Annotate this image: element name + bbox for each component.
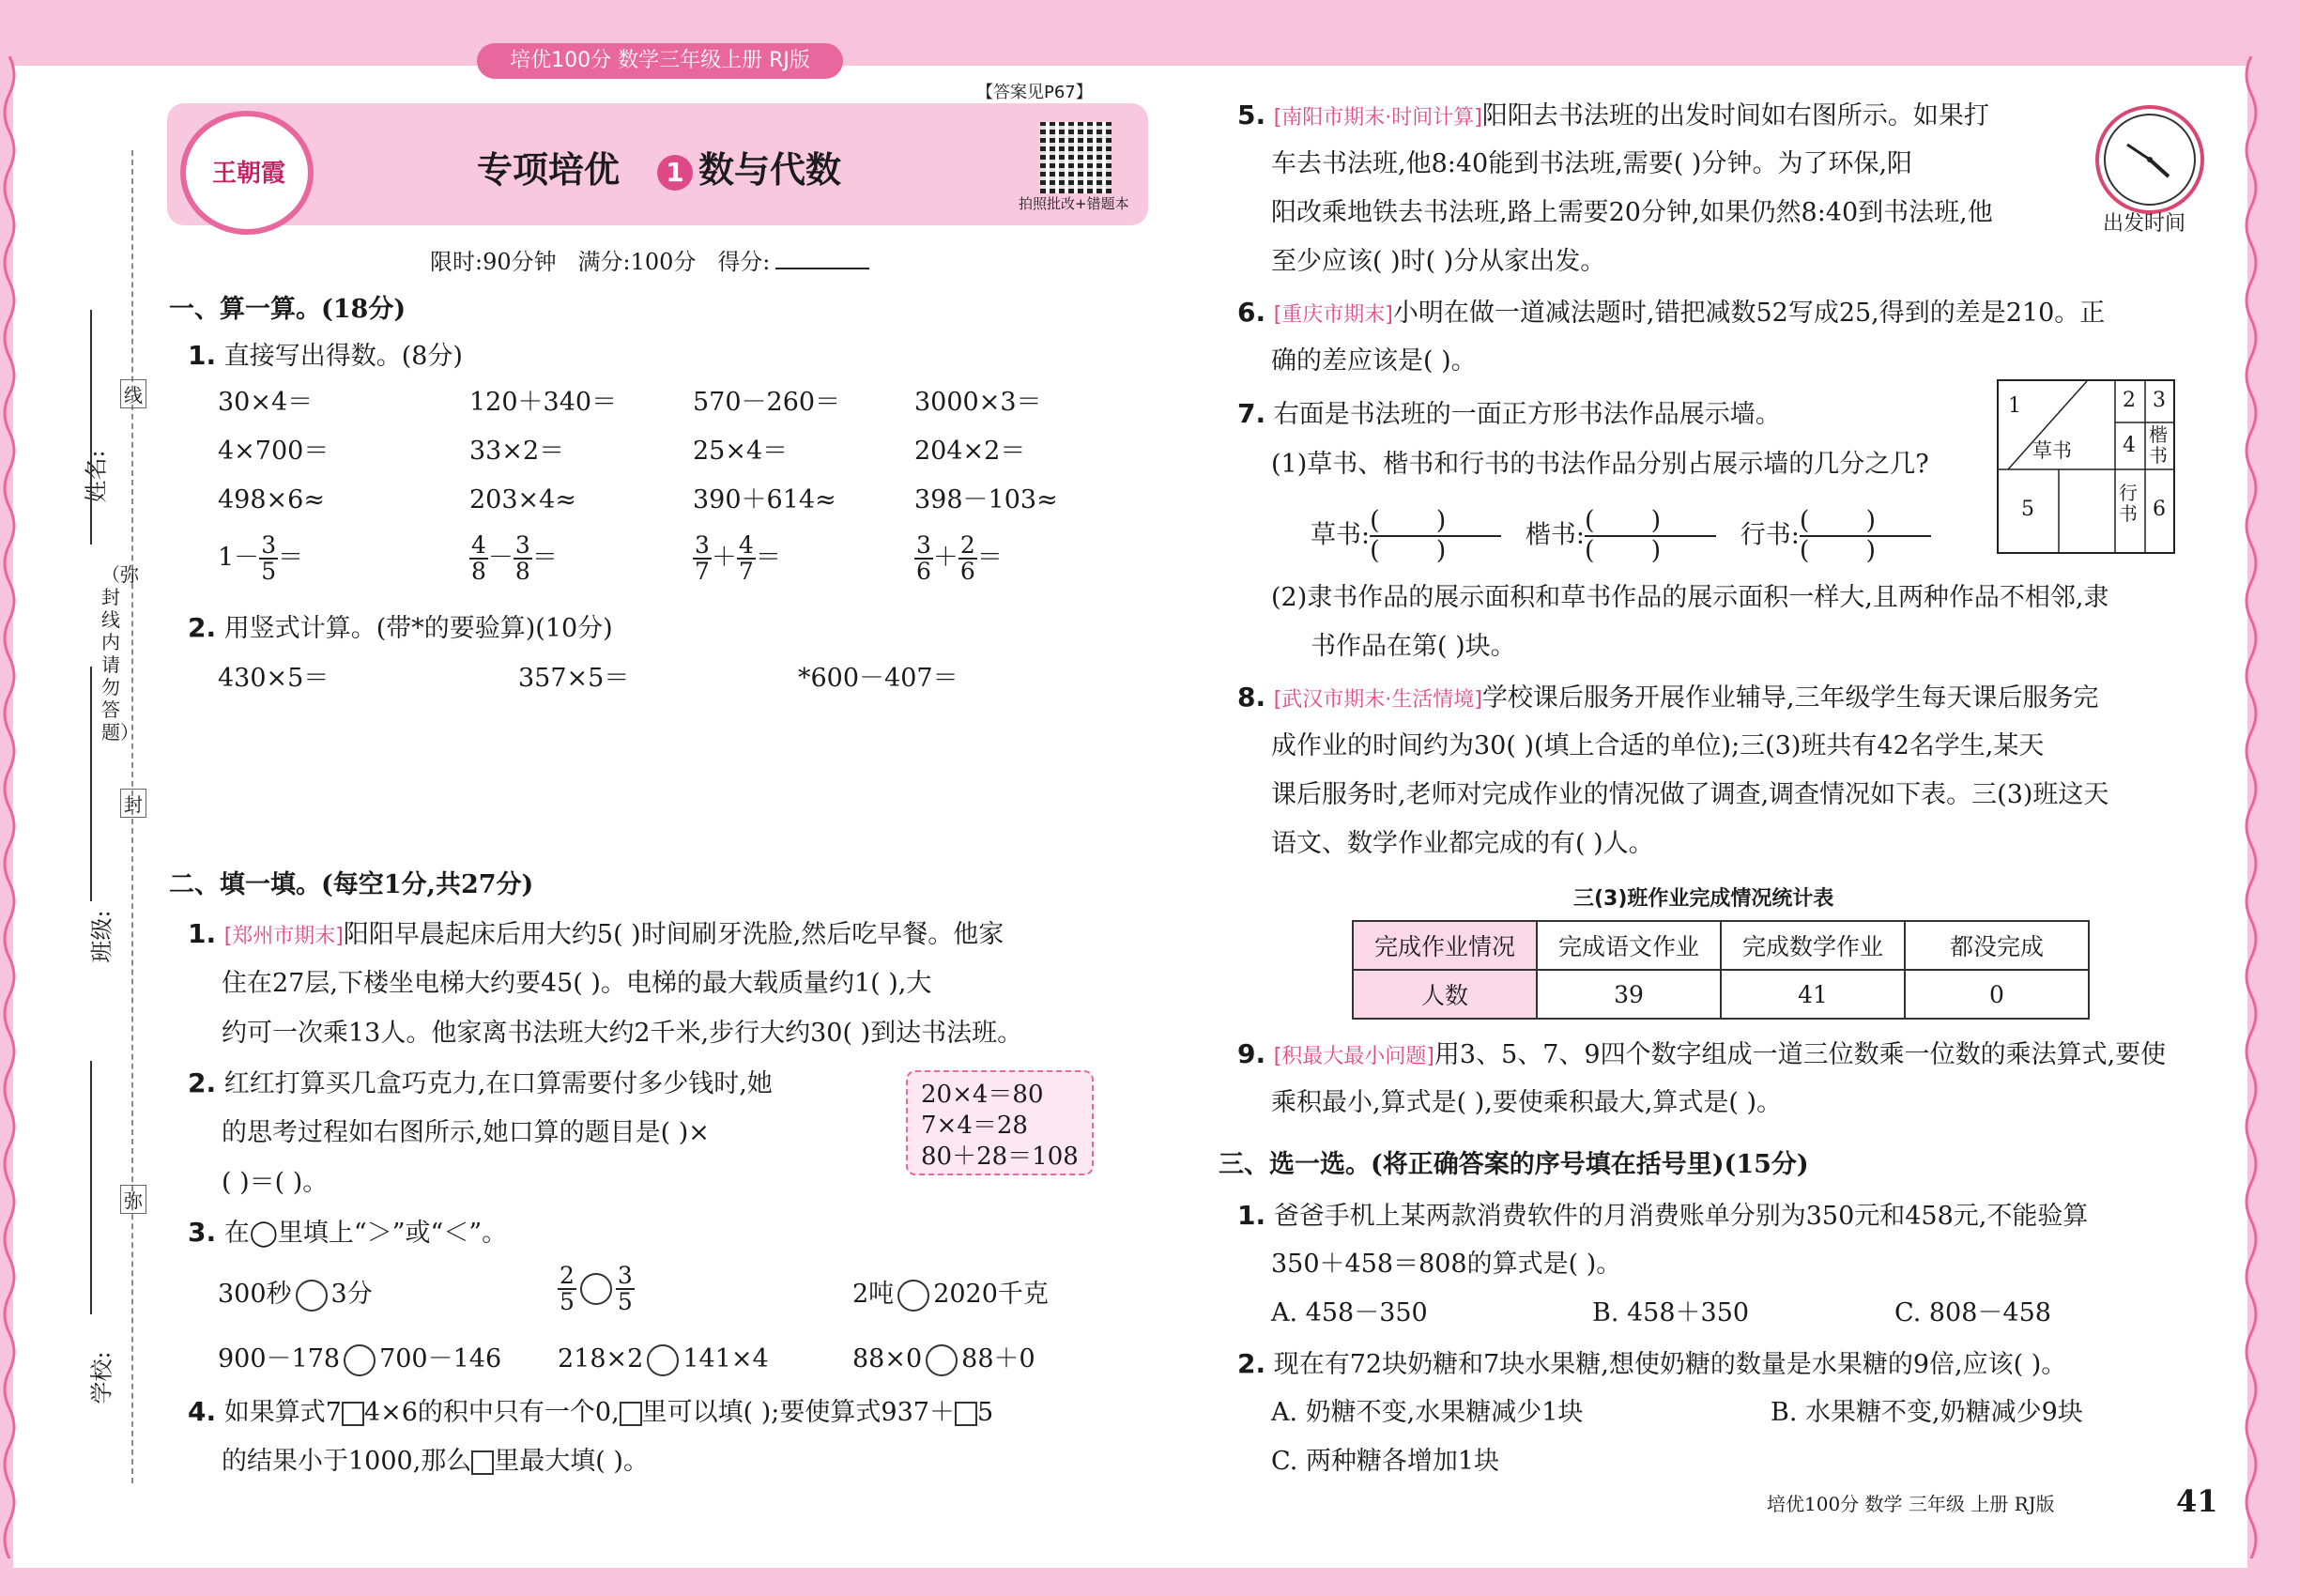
s2-q2-line3: ( )＝( )。 bbox=[222, 1168, 329, 1197]
text: 3分 bbox=[330, 1280, 373, 1309]
numerator: 3 bbox=[916, 531, 931, 559]
table-title: 三(3)班作业完成情况统计表 bbox=[1573, 887, 1834, 911]
table-cell: 0 bbox=[1905, 970, 2089, 1019]
q9-line1 bbox=[1237, 1038, 2166, 1073]
hint-line: 20×4＝80 bbox=[921, 1081, 1044, 1109]
table-row bbox=[1353, 970, 2089, 1019]
q7-line1 bbox=[1237, 398, 1781, 431]
denominator: 6 bbox=[959, 558, 975, 585]
calc-item: 204×2＝ bbox=[914, 437, 1026, 466]
source-tag: [武汉市期末·生活情境] bbox=[1273, 688, 1482, 712]
title-right: 数与代数 bbox=[698, 149, 842, 191]
text: 141×4 bbox=[682, 1344, 769, 1373]
q-text: 阳阳去书法班的出发时间如右图所示。如果打 bbox=[1481, 101, 1989, 130]
title-number: 1 bbox=[657, 155, 693, 191]
table-cell: 人数 bbox=[1353, 970, 1537, 1019]
table-cell: 39 bbox=[1537, 970, 1721, 1019]
cell-6: 6 bbox=[2153, 498, 2166, 521]
compare-circle[interactable] bbox=[296, 1280, 328, 1312]
denominator: 8 bbox=[471, 558, 486, 585]
full-score: 满分:100分 bbox=[577, 249, 697, 275]
book-badge: 培优100分 数学三年级上册 RJ版 bbox=[477, 43, 843, 79]
q-text: 红红打算买几盒巧克力,在口算需要付多少钱时,她 bbox=[223, 1069, 773, 1098]
fraction-calc-d bbox=[914, 533, 1003, 584]
compare-f bbox=[852, 1343, 1035, 1376]
calc-item: 570－260＝ bbox=[693, 388, 841, 417]
c1-line1 bbox=[1237, 1200, 2088, 1233]
q-number: 1. bbox=[1237, 1200, 1266, 1231]
c1-option-a[interactable]: A. 458－350 bbox=[1271, 1298, 1428, 1327]
answer-ref: 【答案见P67】 bbox=[976, 83, 1093, 102]
calc-item: 498×6≈ bbox=[218, 485, 325, 514]
fraction-calc-b bbox=[469, 533, 558, 584]
fraction-calc-a bbox=[218, 533, 303, 584]
q-number: 1. bbox=[188, 918, 217, 949]
c1-option-b[interactable]: B. 458＋350 bbox=[1592, 1298, 1750, 1327]
hint-line: 80＋28＝108 bbox=[921, 1143, 1079, 1171]
s2-q4-line1 bbox=[188, 1396, 993, 1429]
numerator: 3 bbox=[514, 531, 530, 559]
calc-item: 398－103≈ bbox=[914, 485, 1058, 514]
seal-mark: 封 bbox=[120, 789, 146, 818]
source-tag: [南阳市期末·时间计算] bbox=[1273, 106, 1482, 130]
q7-part1: (1)草书、楷书和行书的书法作品分别占展示墙的几分之几? bbox=[1271, 450, 1929, 479]
q5-line1 bbox=[1237, 100, 1989, 134]
fraction-blank[interactable]: $\frac{( )}{( )}$ bbox=[1585, 507, 1716, 565]
page bbox=[13, 66, 2247, 1568]
c2-option-a[interactable]: A. 奶糖不变,水果糖减少1块 bbox=[1271, 1398, 1584, 1427]
q5-line4: 至少应该( )时( )分从家出发。 bbox=[1271, 247, 1606, 276]
denominator: 8 bbox=[514, 558, 530, 585]
c2-option-b[interactable]: B. 水果糖不变,奶糖减少9块 bbox=[1771, 1398, 2083, 1427]
compare-circle[interactable] bbox=[897, 1280, 929, 1312]
score-blank[interactable] bbox=[775, 268, 869, 269]
line-mark: 线 bbox=[120, 379, 146, 408]
fraction bbox=[914, 533, 933, 584]
q-text: 学校课后服务开展作业辅导,三年级学生每天课后服务完 bbox=[1481, 683, 2099, 713]
text: ＝ bbox=[976, 543, 1003, 573]
q5-line3: 阳改乘地铁去书法班,路上需要20分钟,如果仍然8:40到书法班,他 bbox=[1271, 198, 1993, 227]
digit-box[interactable] bbox=[471, 1450, 494, 1475]
numerator: 3 bbox=[695, 531, 710, 559]
q8-line4: 语文、数学作业都完成的有( )人。 bbox=[1271, 829, 1654, 858]
table-header-cell: 完成语文作业 bbox=[1537, 921, 1721, 970]
cell-xingshu: 行书 bbox=[2119, 482, 2138, 525]
fraction bbox=[259, 533, 278, 584]
table-header-cell: 完成作业情况 bbox=[1353, 921, 1537, 970]
seal-note: （弥封线内请勿答题） bbox=[101, 563, 139, 744]
q6-line1 bbox=[1237, 297, 2105, 331]
label: 草书: bbox=[1311, 520, 1371, 550]
q-number: 9. bbox=[1237, 1038, 1266, 1069]
grid-lines bbox=[1999, 381, 2173, 552]
numerator: 4 bbox=[738, 531, 754, 559]
fraction bbox=[469, 533, 488, 584]
q8-line2: 成作业的时间约为30( )(填上合适的单位);三(3)班共有42名学生,某天 bbox=[1271, 731, 2045, 760]
table-cell: 41 bbox=[1721, 970, 1905, 1019]
q5-line2: 车去书法班,他8:40能到书法班,需要( )分钟。为了环保,阳 bbox=[1271, 149, 1913, 178]
numerator: 3 bbox=[261, 531, 277, 559]
label: 行书: bbox=[1740, 520, 1800, 550]
denominator: 5 bbox=[617, 1288, 633, 1315]
vertical-calc: *600－407＝ bbox=[798, 664, 958, 693]
exam-info bbox=[430, 246, 869, 278]
text: 218×2 bbox=[558, 1344, 644, 1373]
denominator: 5 bbox=[560, 1288, 575, 1315]
numerator: 3 bbox=[617, 1262, 633, 1289]
publisher-logo bbox=[180, 111, 314, 235]
section1-heading: 一、算一算。(18分) bbox=[169, 295, 406, 324]
section2-heading: 二、填一填。(每空1分,共27分) bbox=[169, 870, 534, 899]
text: 5 bbox=[976, 1398, 994, 1427]
text: 88＋0 bbox=[961, 1344, 1035, 1373]
source-tag: [郑州市期末] bbox=[223, 925, 344, 948]
label: 楷书: bbox=[1525, 520, 1585, 550]
s2-q2-line2: 的思考过程如右图所示,她口算的题目是( )× bbox=[222, 1118, 710, 1147]
name-underline bbox=[90, 310, 94, 545]
q7-part2-line1: (2)隶书作品的展示面积和草书作品的展示面积一样大,且两种作品不相邻,隶 bbox=[1271, 583, 2109, 612]
compare-e bbox=[558, 1343, 769, 1376]
cell-kaishu: 楷书 bbox=[2149, 423, 2168, 467]
text: ＝ bbox=[278, 543, 304, 573]
s2-q4-line2 bbox=[222, 1446, 649, 1478]
title-left: 专项培优 bbox=[477, 149, 621, 191]
fraction bbox=[737, 533, 756, 584]
vertical-calc: 357×5＝ bbox=[518, 664, 630, 693]
text: ＋ bbox=[932, 543, 958, 573]
mi-mark: 弥 bbox=[120, 1185, 146, 1214]
calc-item: 203×4≈ bbox=[469, 485, 576, 514]
q-text: 现在有72块奶糖和7块水果糖,想使奶糖的数量是水果糖的9倍,应该( )。 bbox=[1273, 1350, 2067, 1379]
homework-stats-table bbox=[1352, 920, 2090, 1020]
s2-q3 bbox=[188, 1217, 507, 1250]
compare-circle[interactable] bbox=[580, 1273, 612, 1305]
clock-face bbox=[2099, 109, 2200, 210]
cell-caoshu: 草书 bbox=[2032, 439, 2072, 462]
text: ＝ bbox=[755, 543, 781, 573]
time-limit: 限时:90分钟 bbox=[430, 249, 557, 275]
digit-box[interactable] bbox=[342, 1402, 364, 1426]
text: 300秒 bbox=[218, 1280, 292, 1309]
thinking-box bbox=[906, 1070, 1094, 1175]
text: 700－146 bbox=[379, 1344, 502, 1373]
q8-line3: 课后服务时,老师对完成作业的情况做了调查,调查情况如下表。三(3)班这天 bbox=[1271, 780, 2109, 809]
q8-line1 bbox=[1237, 682, 2098, 716]
page-number: 41 bbox=[2176, 1483, 2218, 1519]
cell-4: 4 bbox=[2123, 434, 2136, 457]
q-number: 7. bbox=[1237, 398, 1266, 429]
q-text: 右面是书法班的一面正方形书法作品展示墙。 bbox=[1273, 400, 1781, 429]
calc-item: 120＋340＝ bbox=[469, 388, 618, 417]
qr-pattern bbox=[1040, 122, 1112, 193]
q-text: 小明在做一道减法题时,错把减数52写成25,得到的差是210。正 bbox=[1392, 299, 2106, 328]
clock-caption: 出发时间 bbox=[2103, 212, 2186, 236]
numerator: 4 bbox=[471, 531, 486, 559]
q-number: 6. bbox=[1237, 297, 1266, 328]
c2-line1 bbox=[1237, 1348, 2066, 1381]
text: ＝ bbox=[531, 543, 558, 573]
qr-caption: 拍照批改+错题本 bbox=[1019, 195, 1129, 212]
q-number: 2. bbox=[188, 612, 217, 643]
s1-q1 bbox=[188, 340, 463, 373]
page-title bbox=[477, 141, 841, 192]
q7-answer-row bbox=[1311, 507, 1931, 565]
denominator: 6 bbox=[916, 558, 931, 585]
s1-q2 bbox=[188, 612, 613, 645]
q6-line2: 确的差应该是( )。 bbox=[1271, 346, 1477, 376]
text: 里最大填( )。 bbox=[494, 1447, 649, 1476]
fraction-blank[interactable]: $\frac{( )}{( )}$ bbox=[1370, 507, 1501, 565]
q-number: 8. bbox=[1237, 682, 1266, 713]
q7-part2-line2: 书作品在第( )块。 bbox=[1311, 632, 1516, 661]
logo-text: 王朝霞 bbox=[212, 160, 286, 188]
hint-line: 7×4＝28 bbox=[921, 1112, 1028, 1140]
digit-box[interactable] bbox=[955, 1402, 977, 1426]
class-underline bbox=[90, 667, 94, 901]
text: 4×6的积中只有一个0, bbox=[363, 1398, 620, 1427]
q-number: 2. bbox=[1237, 1348, 1266, 1379]
q-text: 用3、5、7、9四个数字组成一道三位数乘一位数的乘法算式,要使 bbox=[1434, 1040, 2167, 1069]
c1-line2: 350＋458＝808的算式是( )。 bbox=[1271, 1250, 1622, 1279]
fraction-calc-c bbox=[693, 533, 781, 584]
compare-circle[interactable] bbox=[647, 1344, 679, 1376]
q-number: 4. bbox=[188, 1396, 217, 1427]
numerator: 2 bbox=[560, 1262, 575, 1289]
fraction bbox=[693, 533, 712, 584]
text: － bbox=[487, 543, 514, 573]
q-number: 1. bbox=[188, 340, 217, 371]
fraction bbox=[616, 1264, 635, 1314]
denominator: 7 bbox=[695, 558, 710, 585]
digit-box[interactable] bbox=[620, 1402, 642, 1426]
q9-line2: 乘积最小,算式是( ),要使乘积最大,算式是( )。 bbox=[1271, 1088, 1783, 1117]
compare-circle[interactable] bbox=[926, 1344, 958, 1376]
compare-circle[interactable] bbox=[344, 1344, 376, 1376]
clock-icon bbox=[2095, 105, 2204, 214]
calc-item: 390＋614≈ bbox=[693, 485, 836, 514]
qr-code-icon[interactable] bbox=[1040, 122, 1112, 193]
section3-heading: 三、选一选。(将正确答案的序号填在括号里)(15分) bbox=[1219, 1150, 1809, 1179]
source-tag: [重庆市期末] bbox=[1273, 303, 1393, 327]
q-number: 2. bbox=[188, 1067, 217, 1098]
denominator: 5 bbox=[261, 558, 277, 585]
c1-option-c[interactable]: C. 808－458 bbox=[1894, 1298, 2051, 1327]
calc-item: 30×4＝ bbox=[218, 388, 314, 417]
school-label: 学校: bbox=[88, 1351, 115, 1404]
compare-c bbox=[852, 1279, 1049, 1312]
q-number: 3. bbox=[188, 1217, 217, 1248]
text: 的结果小于1000,那么 bbox=[222, 1447, 472, 1476]
text: 2吨 bbox=[852, 1280, 895, 1309]
footer-text: 培优100分 数学 三年级 上册 RJ版 bbox=[1767, 1493, 2055, 1515]
cell-5: 5 bbox=[2021, 498, 2034, 521]
text: 900－178 bbox=[218, 1344, 341, 1373]
compare-a bbox=[218, 1279, 373, 1312]
denominator: 7 bbox=[738, 558, 754, 585]
s2-q1-line1 bbox=[188, 918, 1004, 953]
q-number: 5. bbox=[1237, 100, 1266, 130]
calc-item: 25×4＝ bbox=[693, 437, 789, 466]
q-text: 爸爸手机上某两款消费软件的月消费账单分别为350元和458元,不能验算 bbox=[1273, 1202, 2089, 1231]
s2-q1-line2: 住在27层,下楼坐电梯大约要45( )。电梯的最大载质量约1( ),大 bbox=[222, 969, 932, 998]
numerator: 2 bbox=[959, 531, 975, 559]
q-text: 用竖式计算。(带*的要验算)(10分) bbox=[223, 614, 613, 643]
display-wall-grid bbox=[1997, 379, 2175, 554]
calc-item: 3000×3＝ bbox=[914, 388, 1042, 417]
s2-q2-line1 bbox=[188, 1067, 773, 1100]
compare-d bbox=[218, 1343, 501, 1376]
source-tag: [积最大最小问题] bbox=[1273, 1045, 1434, 1068]
c2-option-c[interactable]: C. 两种糖各增加1块 bbox=[1271, 1447, 1500, 1476]
s2-q1-line3: 约可一次乘13人。他家离书法班大约2千米,步行大约30( )到达书法班。 bbox=[222, 1019, 1023, 1048]
calc-item: 33×2＝ bbox=[469, 437, 565, 466]
cell-1: 1 bbox=[2008, 394, 2021, 418]
fraction bbox=[514, 533, 532, 584]
left-wave-border bbox=[0, 56, 19, 1558]
calc-item: 4×700＝ bbox=[218, 437, 330, 466]
text: 里可以填( );要使算式937＋ bbox=[641, 1398, 955, 1427]
cell-2: 2 bbox=[2123, 389, 2136, 412]
table-header-cell: 都没完成 bbox=[1905, 921, 2089, 970]
q-text: 直接写出得数。(8分) bbox=[223, 342, 463, 371]
text: 如果算式7 bbox=[223, 1398, 342, 1427]
score-label: 得分: bbox=[717, 249, 771, 275]
text: ＋ bbox=[711, 543, 737, 573]
name-label: 姓名: bbox=[83, 450, 110, 503]
right-wave-border bbox=[2242, 56, 2261, 1558]
vertical-calc: 430×5＝ bbox=[218, 664, 330, 693]
fraction bbox=[958, 533, 977, 584]
text: 88×0 bbox=[852, 1344, 923, 1373]
compare-b bbox=[558, 1264, 635, 1314]
class-label: 班级: bbox=[88, 910, 115, 963]
cell-3: 3 bbox=[2153, 389, 2166, 412]
fraction-blank[interactable]: $\frac{( )}{( )}$ bbox=[1800, 507, 1931, 565]
text: 1－ bbox=[218, 543, 260, 573]
table-header-cell: 完成数学作业 bbox=[1721, 921, 1905, 970]
text: 2020千克 bbox=[933, 1280, 1049, 1309]
table-header-row bbox=[1353, 921, 2089, 970]
fraction bbox=[558, 1264, 576, 1314]
school-underline bbox=[90, 1061, 94, 1314]
q-text: 在◯里填上“＞”或“＜”。 bbox=[223, 1219, 508, 1248]
q-text: 阳阳早晨起床后用大约5( )时间刷牙洗脸,然后吃早餐。他家 bbox=[343, 920, 1004, 949]
